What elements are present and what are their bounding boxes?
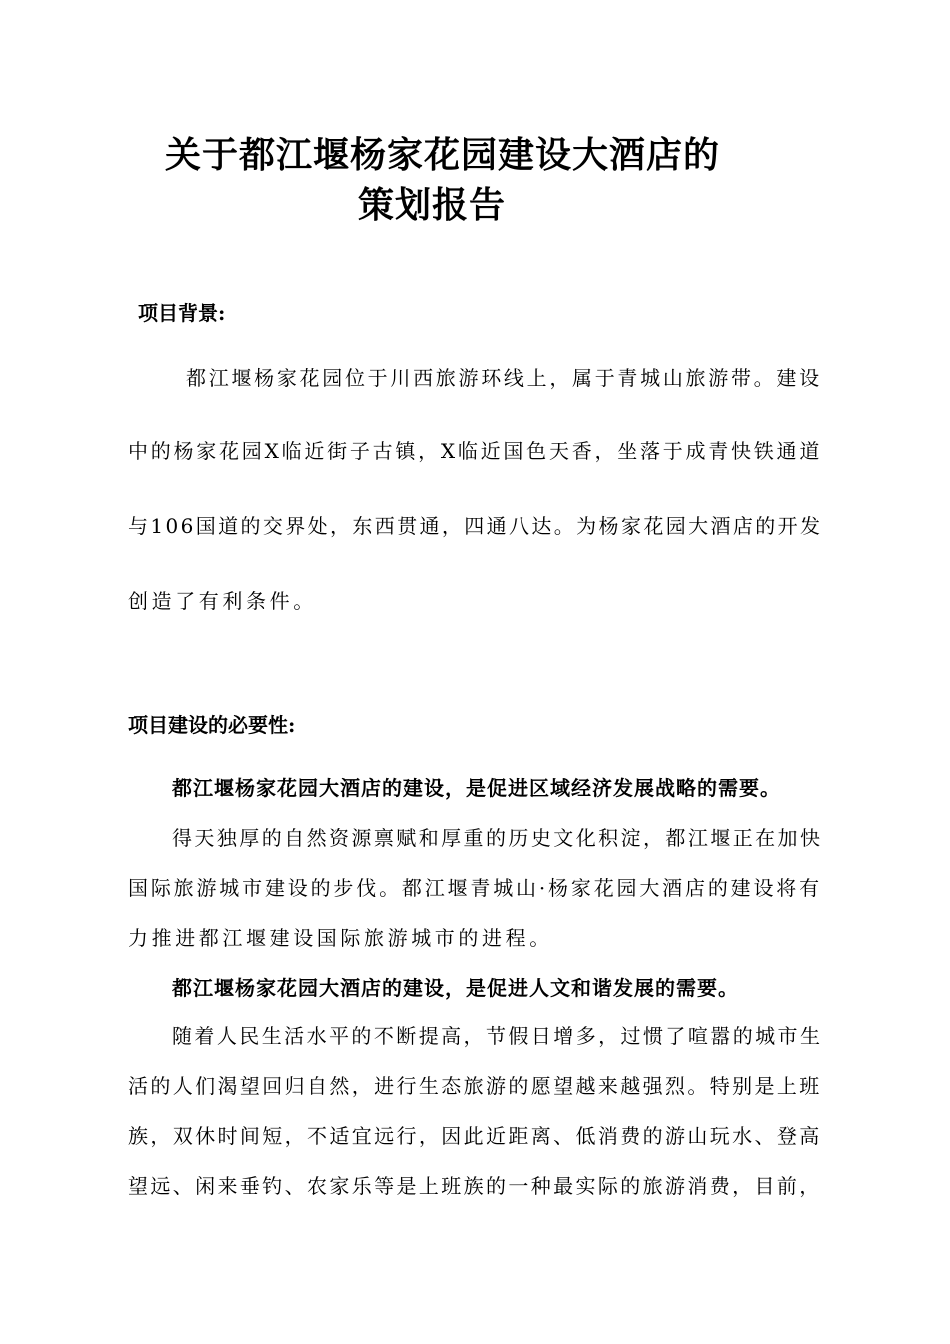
necessity-point-1-line: 力推进都江堰建设国际旅游城市的进程。 <box>128 926 553 950</box>
necessity-point-1-line: 得天独厚的自然资源禀赋和厚重的历史文化积淀，都江堰正在加快 <box>172 826 823 850</box>
section-heading-background: 项目背景: <box>138 301 226 325</box>
section-heading-necessity: 项目建设的必要性: <box>128 713 296 737</box>
necessity-point-1-line: 国际旅游城市建设的步伐。都江堰青城山·杨家花园大酒店的建设将有 <box>128 876 822 900</box>
background-paragraph-line: 创造了有利条件。 <box>128 589 317 613</box>
background-paragraph-line: 都江堰杨家花园位于川西旅游环线上，属于青城山旅游带。建设 <box>186 366 822 390</box>
necessity-point-2-line: 随着人民生活水平的不断提高，节假日增多，过惯了喧嚣的城市生 <box>172 1024 823 1048</box>
background-paragraph-line: 与106国道的交界处，东西贯通，四通八达。为杨家花园大酒店的开发 <box>128 514 823 538</box>
necessity-point-2-line: 活的人们渴望回归自然，进行生态旅游的愿望越来越强烈。特别是上班 <box>128 1074 822 1098</box>
document-title-line-2: 策划报告 <box>358 184 507 226</box>
necessity-point-2-title: 都江堰杨家花园大酒店的建设，是促进人文和谐发展的需要。 <box>172 976 739 1000</box>
background-paragraph-line: 中的杨家花园X临近街子古镇，X临近国色天香，坐落于成青快铁通道 <box>128 439 823 463</box>
necessity-point-1-title: 都江堰杨家花园大酒店的建设，是促进区域经济发展战略的需要。 <box>172 776 781 800</box>
necessity-point-2-line: 族，双休时间短，不适宜远行，因此近距离、低消费的游山玩水、登高 <box>128 1124 822 1148</box>
necessity-point-2-line: 望远、闲来垂钓、农家乐等是上班族的一种最实际的旅游消费，目前， <box>128 1174 822 1198</box>
document-title-line-1: 关于都江堰杨家花园建设大酒店的 <box>165 134 721 176</box>
